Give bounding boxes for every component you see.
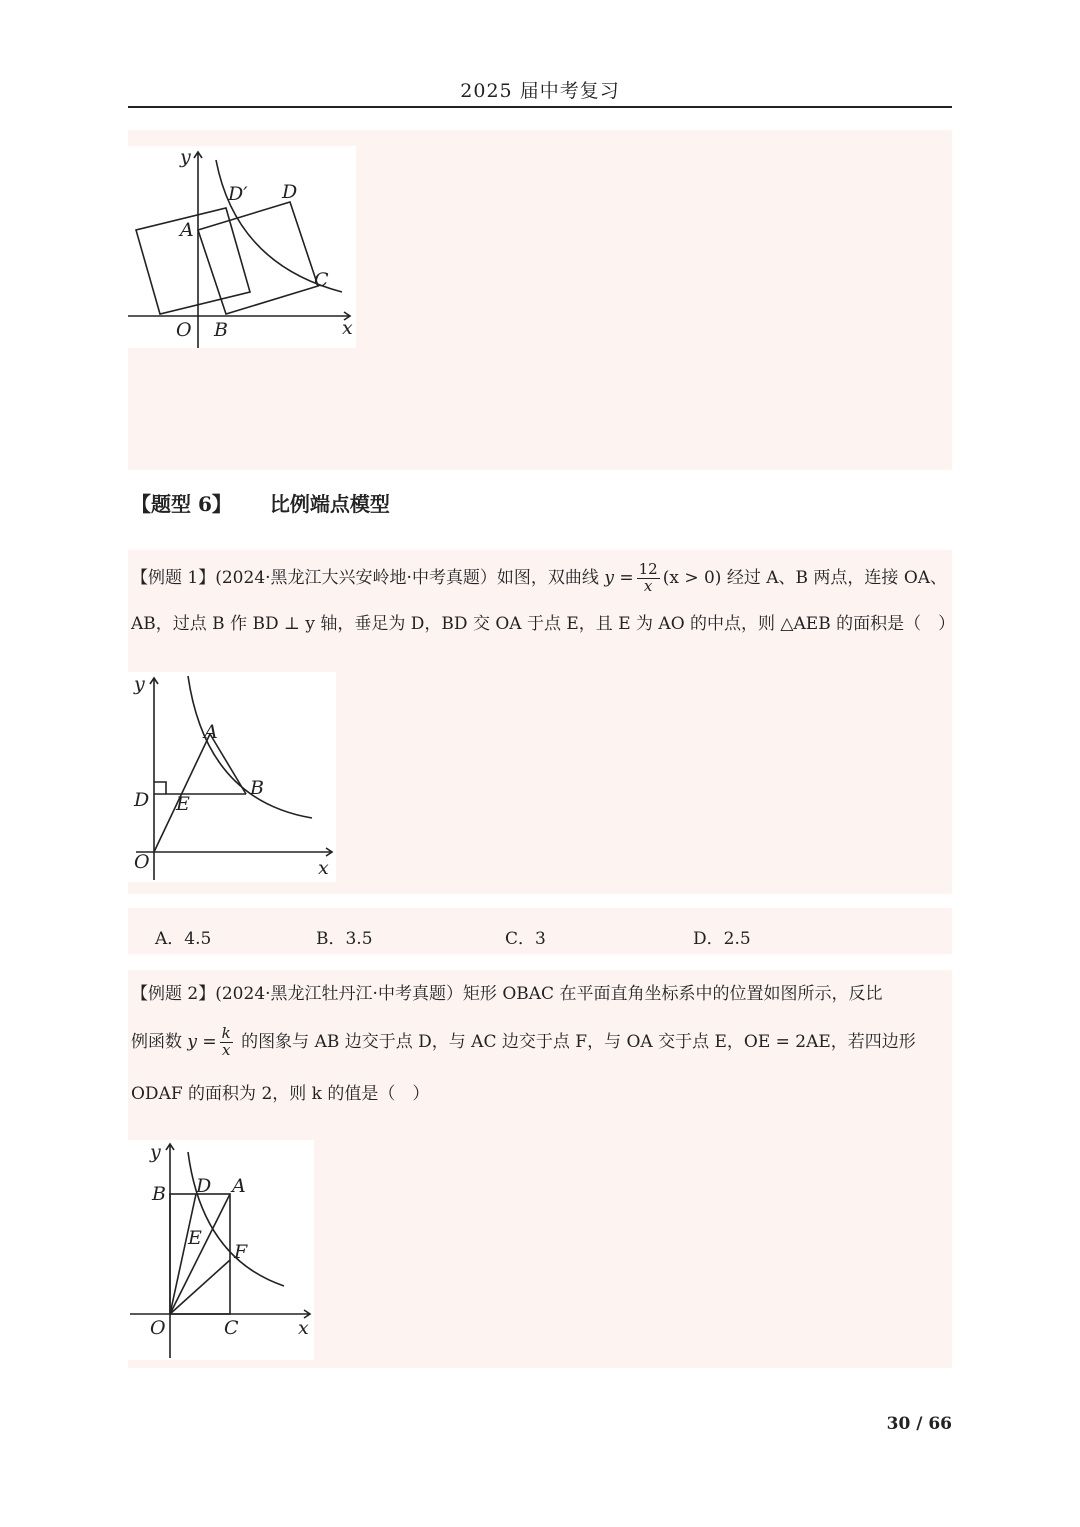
example2-line3: ODAF 的面积为 2，则 k 的值是（ ） <box>131 1084 430 1104</box>
example2-frac-den: x <box>221 1040 231 1059</box>
example2-line1 <box>131 986 882 1003</box>
example2-formula-lhs: y = <box>187 1031 217 1052</box>
label-a: A <box>204 721 218 743</box>
figure-example1 <box>128 672 336 882</box>
label-a: A <box>180 219 194 241</box>
section-title: 比例端点模型 <box>269 492 390 516</box>
example1-line2: AB，过点 B 作 BD ⊥ y 轴，垂足为 D，BD 交 OA 于点 E，且 E 为 AO 的中点，则 △AEB 的面积是（ ） <box>131 614 956 634</box>
label-x: x <box>318 857 329 879</box>
example2-frac-num: k <box>221 1024 231 1042</box>
example2-line2 <box>131 1026 916 1059</box>
example1-fraction <box>637 562 660 595</box>
label-e: E <box>188 1227 202 1249</box>
label-x: x <box>298 1317 309 1339</box>
example1-formula-lhs: y = <box>604 567 634 588</box>
example2-line2-post: 的图象与 AB 边交于点 D，与 AC 边交于点 F，与 OA 交于点 E，OE = 2AE，若四边形 <box>241 1031 916 1052</box>
header-rule <box>128 106 952 108</box>
label-o: O <box>150 1317 166 1339</box>
section-bracket: 【题型 6】 <box>131 492 232 516</box>
label-d: D <box>196 1175 212 1197</box>
label-d-prime: D′ <box>228 183 248 205</box>
page-number: 30 / 66 <box>886 1414 952 1434</box>
example1-tag: 【例题 1】 <box>131 567 216 588</box>
label-y: y <box>180 146 191 168</box>
example2-line2-pre: 例函数 <box>131 1031 182 1052</box>
example1-frac-den: x <box>643 576 653 595</box>
label-y: y <box>134 673 145 695</box>
label-o: O <box>176 319 192 341</box>
header-title: 2025 届中考复习 <box>460 80 620 102</box>
figure-top <box>128 146 356 348</box>
label-d: D <box>134 789 150 811</box>
label-o: O <box>134 851 150 873</box>
label-c: C <box>224 1317 239 1339</box>
label-c: C <box>314 269 329 291</box>
figure-example2 <box>128 1140 314 1360</box>
example2-fraction <box>220 1026 233 1059</box>
option-b[interactable]: B．3.5 <box>316 929 373 949</box>
label-f: F <box>234 1241 248 1263</box>
example1-line1 <box>131 562 947 595</box>
option-c[interactable]: C．3 <box>505 929 546 949</box>
option-a[interactable]: A．4.5 <box>155 929 212 949</box>
example1-condition: (x > 0) <box>662 567 722 588</box>
label-b: B <box>214 319 228 341</box>
example1-line1-rest: 经过 A、B 两点，连接 OA、 <box>726 567 948 588</box>
example2-line1-text: (2024·黑龙江牡丹江·中考真题）矩形 OBAC 在平面直角坐标系中的位置如图所示，反比 <box>215 984 883 1004</box>
label-d: D <box>282 181 298 203</box>
label-x: x <box>342 317 353 339</box>
label-e: E <box>176 793 190 815</box>
label-b: B <box>250 777 264 799</box>
label-y: y <box>150 1141 161 1163</box>
section-heading <box>131 488 390 517</box>
label-b: B <box>152 1183 166 1205</box>
label-a: A <box>232 1175 246 1197</box>
example1-source: (2024·黑龙江大兴安岭地·中考真题）如图，双曲线 <box>215 567 599 588</box>
example2-tag: 【例题 2】 <box>131 984 216 1004</box>
option-d[interactable]: D．2.5 <box>693 929 751 949</box>
example1-frac-num: 12 <box>638 560 658 578</box>
